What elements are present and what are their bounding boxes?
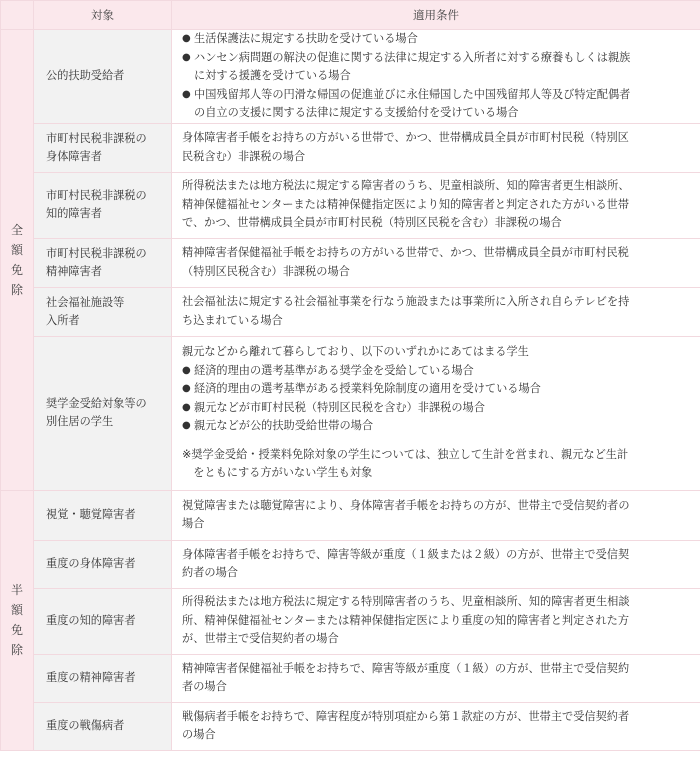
condition-line: 身体障害者手帳をお持ちの方がいる世帯で、かつ、世帯構成員全員が市町村民税（特別区 bbox=[182, 131, 629, 144]
condition-line: ● 経済的理由の選考基準がある奨学金を受給している場合 bbox=[194, 363, 474, 377]
condition-line: （特別区民税含む）非課税の場合 bbox=[182, 264, 350, 278]
condition-line: 約者の場合 bbox=[182, 566, 238, 579]
target-line: 別住居の学生 bbox=[46, 415, 114, 428]
target-cell bbox=[34, 490, 172, 540]
condition-text bbox=[182, 177, 692, 233]
condition-line: で、かつ、世帯構成員全員が市町村民税（特別区民税を含む）非課税の場合 bbox=[182, 216, 562, 230]
table-row bbox=[1, 30, 700, 124]
target-cell bbox=[34, 702, 172, 750]
condition-line: が、世帯主で受信契約者の場合 bbox=[182, 632, 339, 646]
target-line: 社会福祉施設等 bbox=[46, 295, 125, 309]
condition-line: 戦傷病者手帳をお持ちで、障害程度が特別項症から第１款症の方が、世帯主で受信契約者 bbox=[182, 709, 630, 723]
target-cell bbox=[34, 588, 172, 654]
condition-line: 身体障害者手帳をお持ちで、障害等級が重度（１級または２級）の方が、世帯主で受信契 bbox=[182, 547, 630, 561]
bullet-item bbox=[182, 362, 692, 381]
condition-cell bbox=[172, 654, 700, 702]
condition-cell bbox=[172, 702, 700, 750]
bullet-item bbox=[182, 49, 692, 86]
condition-line: 視覚障害または聴覚障害により、身体障害者手帳をお持ちの方が、世帯主で受信契約者の bbox=[182, 498, 630, 512]
category-label bbox=[1, 30, 34, 491]
condition-line: 場合 bbox=[182, 517, 205, 530]
condition-line: 者の場合 bbox=[182, 680, 227, 693]
condition-line: 精神保健福祉センターまたは精神保健指定医により知的障害者と判定された方がいる世帯 bbox=[182, 197, 630, 211]
condition-line: ● 親元などが公的扶助受給世帯の場合 bbox=[194, 419, 374, 433]
target-line: 視覚・聴覚障害者 bbox=[46, 508, 136, 521]
condition-cell bbox=[172, 287, 700, 336]
header-row bbox=[1, 1, 700, 30]
target-line: 重度の身体障害者 bbox=[46, 557, 136, 570]
condition-line: ※奨学金受給・授業料免除対象の学生については、独立して生計を営まれ、親元など生計 bbox=[182, 447, 629, 461]
condition-text bbox=[182, 244, 692, 281]
bullet-item bbox=[182, 30, 692, 49]
category-label-text: 半額免除 bbox=[10, 583, 23, 657]
header-condition: 適用条件 bbox=[172, 1, 700, 30]
condition-cell bbox=[172, 588, 700, 654]
header-target: 対象 bbox=[34, 1, 172, 30]
condition-line: 所得税法または地方税法に規定する障害者のうち、児童相談所、知的障害者更生相談所、 bbox=[182, 179, 630, 193]
condition-line: ● 親元などが市町村民税（特別区民税を含む）非課税の場合 bbox=[194, 400, 485, 414]
condition-line: の場合 bbox=[182, 728, 216, 741]
category-label bbox=[1, 490, 34, 750]
table-row bbox=[1, 540, 700, 588]
condition-cell bbox=[172, 238, 700, 287]
target-cell bbox=[34, 238, 172, 287]
category-label-text: 全額免除 bbox=[10, 222, 23, 297]
target-cell bbox=[34, 30, 172, 124]
condition-line: 親元などから離れて暮らしており、以下のいずれかにあてはまる学生 bbox=[182, 345, 529, 359]
bullet-item bbox=[182, 86, 692, 123]
bullet-item bbox=[182, 380, 692, 399]
bullet-item bbox=[182, 417, 692, 436]
table-row bbox=[1, 287, 700, 336]
target-line: 市町村民税非課税の bbox=[46, 131, 147, 145]
condition-line: 民税含む）非課税の場合 bbox=[182, 149, 306, 163]
condition-cell bbox=[172, 172, 700, 238]
target-line: 市町村民税非課税の bbox=[46, 189, 147, 202]
condition-line: 所、精神保健福祉センターまたは精神保健指定医により重度の知的障害者と判定された方 bbox=[182, 613, 630, 627]
condition-line: 精神障害者保健福祉手帳をお持ちの方がいる世帯で、かつ、世帯構成員全員が市町村民税 bbox=[182, 246, 629, 259]
condition-text bbox=[182, 129, 692, 166]
condition-text bbox=[182, 446, 692, 483]
table-row bbox=[1, 172, 700, 238]
header-category bbox=[1, 1, 34, 30]
table-row bbox=[1, 238, 700, 287]
target-cell bbox=[34, 172, 172, 238]
condition-line: の自立の支援に関する法律に規定する支援給付を受けている場合 bbox=[194, 106, 519, 119]
condition-line: ち込まれている場合 bbox=[182, 313, 283, 327]
table-row bbox=[1, 123, 700, 172]
target-line: 市町村民税非課税の bbox=[46, 246, 147, 260]
condition-cell bbox=[172, 123, 700, 172]
target-cell bbox=[34, 123, 172, 172]
target-line: 知的障害者 bbox=[46, 207, 102, 220]
condition-line: 所得税法または地方税法に規定する特別障害者のうち、児童相談所、知的障害者更生相談 bbox=[182, 595, 630, 609]
condition-line: をともにする方がいない学生も対象 bbox=[182, 466, 373, 480]
target-line: 入所者 bbox=[46, 313, 80, 327]
condition-text bbox=[182, 293, 692, 330]
target-cell bbox=[34, 287, 172, 336]
condition-line: ● 中国残留邦人等の円滑な帰国の促進並びに永住帰国した中国残留邦人等及び特定配偶者 bbox=[194, 87, 631, 101]
target-line: 重度の精神障害者 bbox=[46, 671, 136, 684]
condition-cell bbox=[172, 336, 700, 490]
condition-cell bbox=[172, 30, 700, 124]
condition-text bbox=[182, 343, 692, 362]
condition-line: ● ハンセン病問題の解決の促進に関する法律に規定する入所者に対する療養もしくは親族 bbox=[194, 50, 631, 64]
condition-text bbox=[182, 497, 692, 534]
condition-line: ● 生活保護法に規定する扶助を受けている場合 bbox=[194, 32, 418, 45]
target-line: 身体障害者 bbox=[46, 149, 102, 163]
table-row bbox=[1, 490, 700, 540]
target-line: 奨学金受給対象等の bbox=[46, 397, 147, 410]
condition-text bbox=[182, 593, 692, 649]
target-line: 精神障害者 bbox=[46, 264, 102, 278]
condition-cell bbox=[172, 540, 700, 588]
target-cell bbox=[34, 336, 172, 490]
table-row bbox=[1, 588, 700, 654]
table-row bbox=[1, 336, 700, 490]
target-cell bbox=[34, 654, 172, 702]
condition-cell bbox=[172, 490, 700, 540]
condition-line: 社会福祉法に規定する社会福祉事業を行なう施設または事業所に入所され自らテレビを持 bbox=[182, 295, 630, 308]
condition-text bbox=[182, 708, 692, 745]
condition-text bbox=[182, 546, 692, 583]
condition-line: に対する援護を受けている場合 bbox=[194, 69, 351, 82]
condition-line: 精神障害者保健福祉手帳をお持ちで、障害等級が重度（１級）の方が、世帯主で受信契約 bbox=[182, 661, 630, 675]
table-row bbox=[1, 702, 700, 750]
target-line: 重度の戦傷病者 bbox=[46, 719, 125, 732]
target-line: 重度の知的障害者 bbox=[46, 614, 136, 627]
target-line: 公的扶助受給者 bbox=[46, 69, 125, 83]
condition-line: ● 経済的理由の選考基準がある授業料免除制度の適用を受けている場合 bbox=[194, 382, 541, 396]
target-cell bbox=[34, 540, 172, 588]
spacer bbox=[182, 436, 692, 446]
condition-text bbox=[182, 660, 692, 697]
bullet-item bbox=[182, 399, 692, 418]
table-row bbox=[1, 654, 700, 702]
